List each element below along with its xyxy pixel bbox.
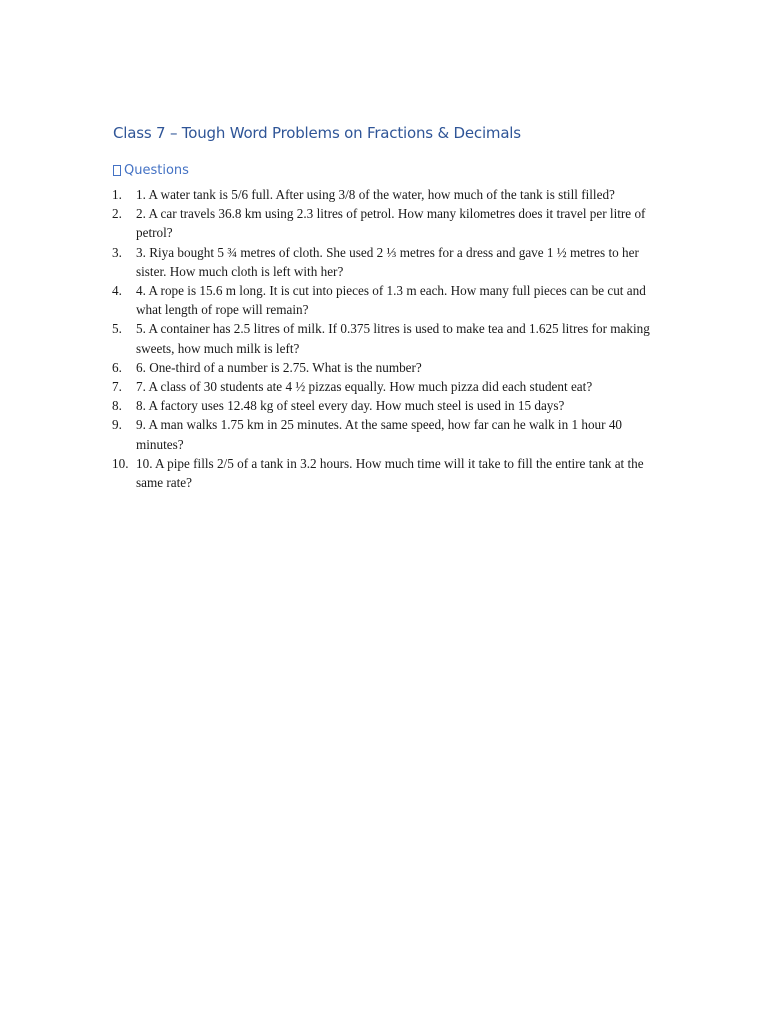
question-item-1 — [112, 185, 672, 204]
missing-glyph-icon — [113, 165, 121, 176]
question-text: 5. A container has 2.5 litres of milk. If 0.375 litres is used to make tea and 1.625 litres for making sweets, how much milk is left? — [136, 321, 650, 356]
question-item-3 — [112, 243, 672, 281]
questions-heading — [113, 163, 189, 178]
question-item-4 — [112, 281, 672, 319]
question-number: 9. — [112, 417, 122, 433]
question-item-7 — [112, 377, 672, 396]
question-number: 1. — [112, 187, 122, 202]
question-number: 8. — [112, 398, 122, 414]
question-item-9 — [112, 415, 672, 453]
question-text: 1. A water tank is 5/6 full. After using 3/8 of the water, how much of the tank is still filled? — [136, 187, 615, 202]
question-number: 3. — [112, 244, 122, 260]
question-text: 8. A factory uses 12.48 kg of steel every day. How much steel is used in 15 days? — [136, 398, 565, 414]
question-text: 3. Riya bought 5 ¾ metres of cloth. She used 2 ⅓ metres for a dress and gave 1 ½ metres to her sister. How much cloth is left with her? — [136, 244, 639, 279]
question-text: 9. A man walks 1.75 km in 25 minutes. At the same speed, how far can he walk in 1 hour 40 minutes? — [136, 417, 623, 452]
question-text: 2. A car travels 36.8 km using 2.3 litres of petrol. How many kilometres does it travel per litre of petrol? — [136, 206, 646, 241]
questions-heading-label: Questions — [124, 163, 189, 178]
question-text: 4. A rope is 15.6 m long. It is cut into pieces of 1.3 m each. How many full pieces can be cut and what length of rope will remain? — [136, 283, 646, 318]
question-item-8 — [112, 396, 672, 415]
question-list — [112, 185, 672, 492]
question-number: 4. — [112, 283, 122, 299]
question-number: 2. — [112, 206, 122, 222]
question-item-10 — [112, 454, 672, 492]
question-item-5 — [112, 319, 672, 357]
question-number: 7. — [112, 379, 122, 395]
question-number: 5. — [112, 321, 122, 337]
question-text: 7. A class of 30 students ate 4 ½ pizzas equally. How much pizza did each student eat? — [136, 379, 593, 395]
question-number: 6. — [112, 359, 122, 375]
question-text: 6. One-third of a number is 2.75. What is the number? — [136, 359, 422, 375]
question-text: 10. A pipe fills 2/5 of a tank in 3.2 hours. How much time will it take to fill the entire tank at the same rate? — [136, 455, 644, 491]
question-item-2 — [112, 204, 672, 242]
question-item-6 — [112, 358, 672, 377]
document-title: Class 7 – Tough Word Problems on Fractions & Decimals — [113, 124, 521, 142]
question-number: 10. — [112, 455, 129, 471]
